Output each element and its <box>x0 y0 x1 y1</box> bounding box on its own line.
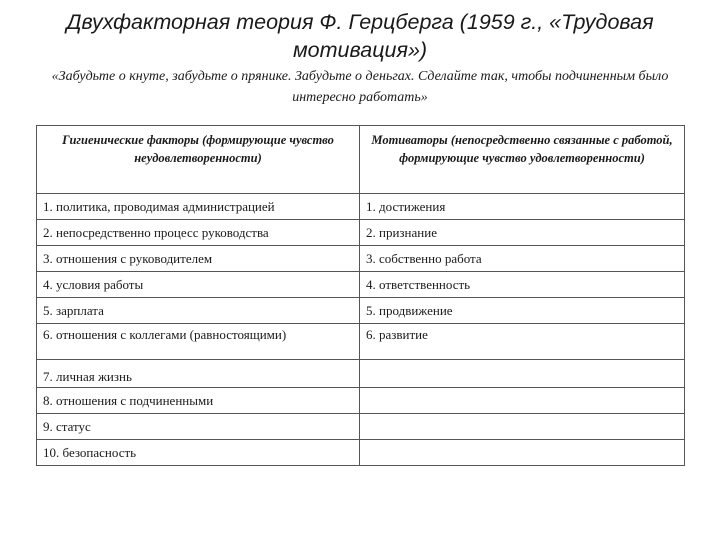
table-row <box>37 360 685 388</box>
motivator-cell <box>360 414 685 440</box>
hygiene-factor-cell: 4. условия работы <box>37 272 360 298</box>
motivator-cell: 5. продвижение <box>360 298 685 324</box>
hygiene-factor-cell: 10. безопасность <box>37 440 360 466</box>
table-row <box>37 220 685 246</box>
hygiene-factors-header: Гигиенические факторы (формирующие чувство неудовлетворенности) <box>37 126 360 194</box>
table-row <box>37 440 685 466</box>
hygiene-factor-cell: 3. отношения с руководителем <box>37 246 360 272</box>
motivator-cell: 2. признание <box>360 220 685 246</box>
factors-table <box>36 125 685 466</box>
motivators-header: Мотиваторы (непосредственно связанные с работой, формирующие чувство удовлетворенности) <box>360 126 685 194</box>
table-header-row <box>37 126 685 194</box>
hygiene-factor-cell: 1. политика, проводимая администрацией <box>37 194 360 220</box>
hygiene-factor-cell: 5. зарплата <box>37 298 360 324</box>
motivator-cell: 3. собственно работа <box>360 246 685 272</box>
motivator-cell: 1. достижения <box>360 194 685 220</box>
table-row <box>37 298 685 324</box>
motivator-cell <box>360 440 685 466</box>
quote: «Забудьте о кнуте, забудьте о прянике. Забудьте о деньгах. Сделайте так, чтобы подчиненным было интересно работать» <box>51 69 669 105</box>
hygiene-factor-cell: 8. отношения с подчиненными <box>37 388 360 414</box>
page-title: Двухфакторная теория Ф. Герцберга (1959 г., «Трудовая мотивация») <box>66 10 654 62</box>
table-row <box>37 246 685 272</box>
motivator-cell: 4. ответственность <box>360 272 685 298</box>
hygiene-factor-cell: 9. статус <box>37 414 360 440</box>
hygiene-factor-cell: 2. непосредственно процесс руководства <box>37 220 360 246</box>
table-row <box>37 194 685 220</box>
table-row <box>37 414 685 440</box>
motivator-cell <box>360 360 685 388</box>
hygiene-factor-cell: 6. отношения с коллегами (равностоящими) <box>37 324 360 360</box>
hygiene-factor-cell: 7. личная жизнь <box>37 360 360 388</box>
motivator-cell <box>360 388 685 414</box>
table-row <box>37 324 685 360</box>
table-row <box>37 388 685 414</box>
table-row <box>37 272 685 298</box>
motivator-cell: 6. развитие <box>360 324 685 360</box>
